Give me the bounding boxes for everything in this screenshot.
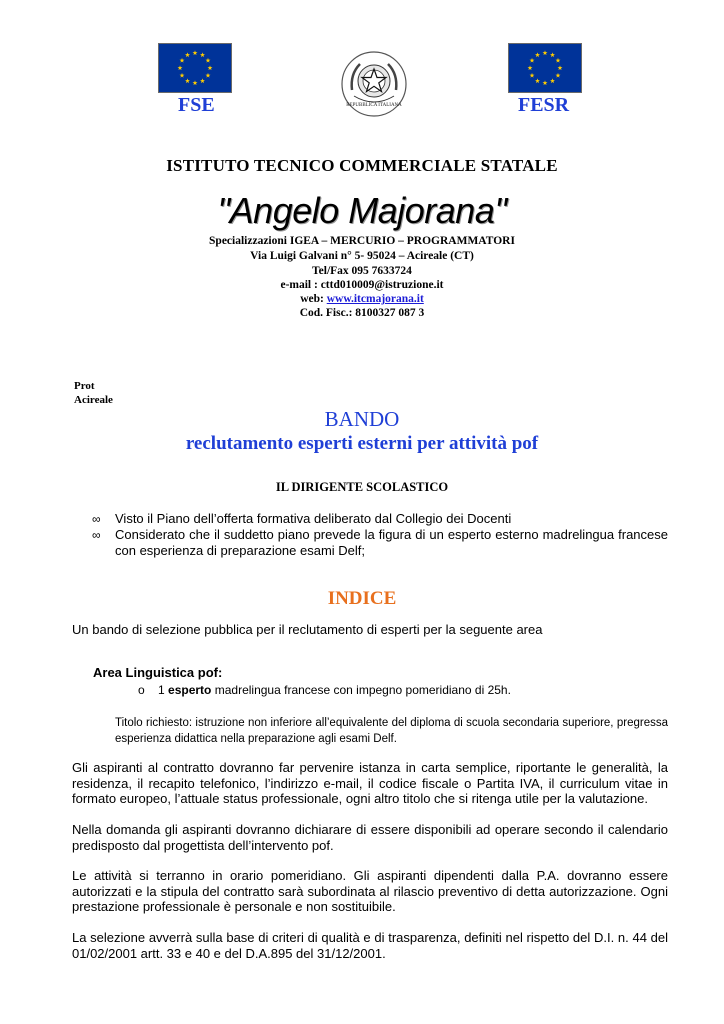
eu-star-icon [185, 78, 190, 83]
eu-star-icon [200, 52, 205, 57]
eu-star-icon [206, 73, 211, 78]
email: e-mail : cttd010009@istruzione.it [280, 279, 444, 291]
infinity-bullet-icon: ∞ [92, 528, 101, 542]
eu-star-icon [558, 65, 563, 70]
eu-star-icon [556, 58, 561, 63]
paragraph-availability: Nella domanda gli aspiranti dovranno dichiarare di essere disponibili ad operare secondo il calendario predisposto dal progettista dell’intervento pof. [72, 822, 668, 853]
dirigente-heading: IL DIRIGENTE SCOLASTICO [275, 480, 449, 494]
eu-star-icon [180, 58, 185, 63]
web-line [0, 292, 724, 307]
address: Via Luigi Galvani n° 5- 95024 – Acireale (CT) [250, 250, 474, 262]
paragraph-schedule: Le attività si terranno in orario pomeridiano. Gli aspiranti dipendenti dalla P.A. dovranno essere autorizzati e la stipula del contratto sarà subordinata al rilascio preventivo di detta autorizzazione. Ogni prestazione professionale è personale e non sostituibile. [72, 868, 668, 915]
eu-star-icon [180, 73, 185, 78]
specializations: Specializzazioni IGEA – MERCURIO – PROGRAMMATORI [209, 235, 515, 247]
prot-label: Prot [74, 380, 95, 392]
eu-star-icon [556, 73, 561, 78]
eu-star-icon [530, 73, 535, 78]
paragraph-selection: La selezione avverrà sulla base di criteri di qualità e di trasparenza, definiti nel rispetto del D.I. n. 44 del 01/02/2001 artt. 33 e 40 e del D.A.895 del 31/12/2001. [72, 930, 668, 961]
area-title: Area Linguistica pof: [93, 665, 223, 680]
phone: Tel/Fax 095 7633724 [312, 265, 412, 277]
list-item: ∞ Visto il Piano dell’offerta formativa deliberato dal Collegio dei Docenti [92, 511, 512, 526]
institute-type: ISTITUTO TECNICO COMMERCIALE STATALE [166, 156, 558, 175]
eu-stars-left [159, 44, 231, 92]
web-label: web: [300, 293, 324, 305]
fse-label: FSE [178, 94, 215, 116]
italian-republic-emblem-icon [340, 50, 408, 118]
institute-name: "Angelo Majorana" [217, 190, 507, 231]
eu-star-icon [208, 65, 213, 70]
eu-star-icon [528, 65, 533, 70]
eu-flag-icon-right [508, 43, 582, 93]
bando-title: BANDO [324, 407, 400, 431]
bando-subtitle: reclutamento esperti esterni per attività pof [185, 433, 539, 454]
eu-star-icon [185, 52, 190, 57]
eu-star-icon [200, 78, 205, 83]
eu-stars-right [509, 44, 581, 92]
fiscal-code: Cod. Fisc.: 8100327 087 3 [299, 307, 425, 319]
infinity-bullet-icon: ∞ [92, 512, 101, 526]
paragraph-requirements: Gli aspiranti al contratto dovranno far pervenire istanza in carta semplice, riportante le generalità, la residenza, il recapito telefonico, l’indirizzo e-mail, il codice fiscale o Partita IVA, il curriculum vitae in formato europeo, l’attuale status professionale, ogni altro titolo che si ritenga utile per la valutazione. [72, 760, 668, 807]
list-item: ∞ Considerato che il suddetto piano prevede la figura di un esperto esterno madrelingua francese con esperienza di preparazione esami Delf; [92, 527, 668, 558]
indice-intro: Un bando di selezione pubblica per il reclutamento di esperti per la seguente area [72, 622, 543, 637]
eu-star-icon [535, 78, 540, 83]
fesr-label: FESR [518, 94, 570, 116]
eu-star-icon [193, 50, 198, 55]
place-label: Acireale [74, 394, 113, 406]
circle-bullet-icon: o [138, 683, 145, 697]
eu-star-icon [178, 65, 183, 70]
eu-star-icon [530, 58, 535, 63]
emblem-text: REPUBBLICA ITALIANA [346, 103, 402, 108]
considerations-list [92, 511, 668, 559]
eu-star-icon [193, 80, 198, 85]
area-item-count: 1 [158, 683, 165, 697]
eu-flag-icon-left [158, 43, 232, 93]
area-item-bold: esperto [168, 683, 212, 697]
web-link[interactable]: www.itcmajorana.it [326, 293, 424, 305]
eu-star-icon [550, 52, 555, 57]
area-item [138, 683, 511, 697]
eu-star-icon [206, 58, 211, 63]
eu-star-icon [543, 50, 548, 55]
eu-star-icon [543, 80, 548, 85]
eu-star-icon [550, 78, 555, 83]
indice-heading: INDICE [327, 588, 397, 609]
area-item-rest: madrelingua francese con impegno pomeridiano di 25h. [214, 683, 511, 697]
eu-star-icon [535, 52, 540, 57]
titolo-richiesto: Titolo richiesto: istruzione non inferiore all’equivalente del diploma di scuola secondaria superiore, pregressa esperienza didattica nella preparazione agli esami Delf. [115, 717, 668, 745]
